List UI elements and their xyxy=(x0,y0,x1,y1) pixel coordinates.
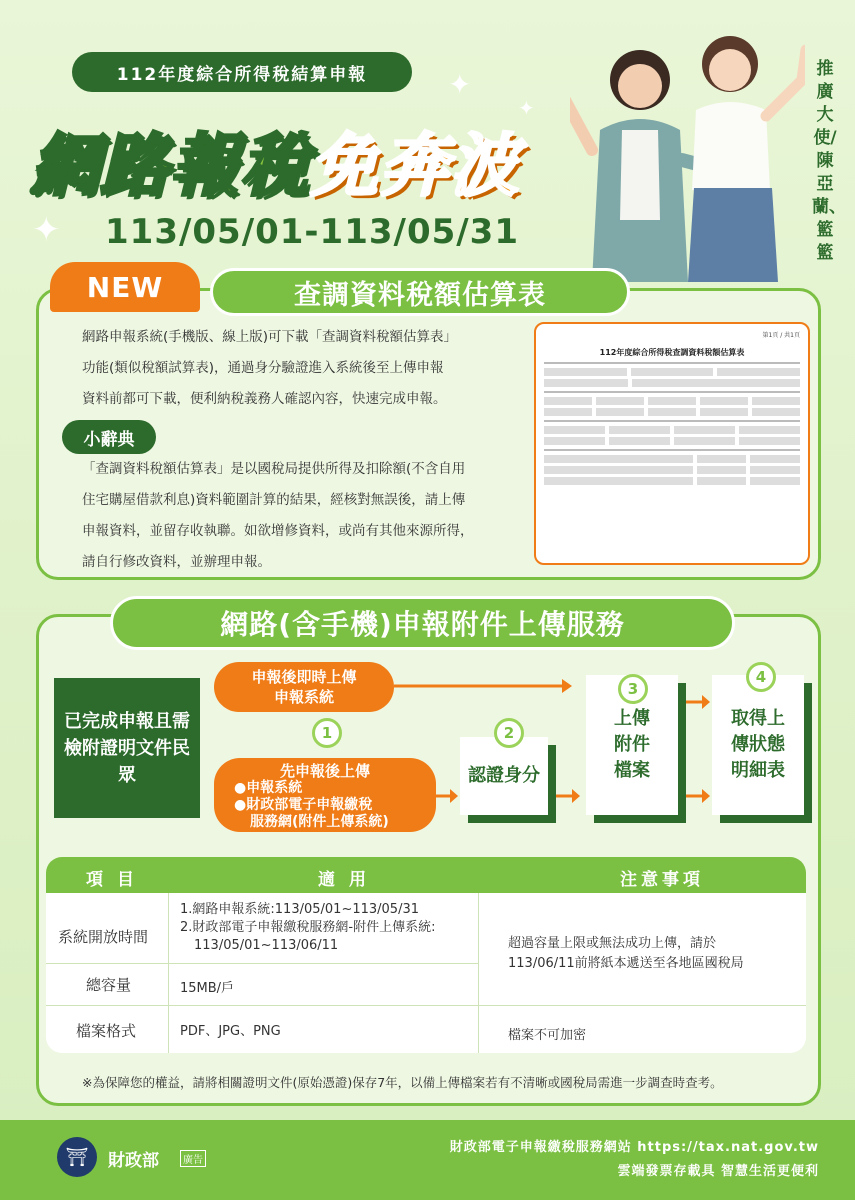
divider xyxy=(46,1005,806,1006)
path-immediate xyxy=(214,662,394,712)
divider xyxy=(46,963,478,964)
arrow-icon xyxy=(394,676,574,696)
step-4-number: 4 xyxy=(746,662,776,692)
arrow-icon xyxy=(436,786,460,806)
upload-title: 網路(含手機)申報附件上傳服務 xyxy=(110,596,735,650)
estimate-form-thumbnail xyxy=(534,322,810,565)
dict-line: 「查調資料稅額估算表」是以國稅局提供所得及扣除額(不含自用 xyxy=(82,461,466,477)
sparkle-icon: ✦ xyxy=(32,210,61,250)
table-row-label: 系統開放時間 xyxy=(58,928,149,946)
intro-line: 功能(類似稅額試算表)，通過身分驗證進入系統後至上傳申報 xyxy=(82,360,444,376)
table-row-apply: 15MB/戶 xyxy=(180,981,235,996)
form-title: 112年度綜合所得稅查調資料稅額估算表 xyxy=(599,348,745,357)
path-later-title: 先申報後上傳 xyxy=(279,762,370,780)
step-status: 取得上傳狀態明細表 xyxy=(712,675,804,815)
path-later-item: 服務網(附件上傳系統) xyxy=(250,814,389,830)
dictionary-text xyxy=(82,454,527,578)
apply-line: 2.財政部電子申報繳稅服務網-附件上傳系統: xyxy=(180,920,436,935)
audience-box: 已完成申報且需檢附證明文件民眾 xyxy=(54,678,200,818)
note-main xyxy=(508,934,744,974)
headline-orange: 免奔波 xyxy=(310,127,521,206)
note-line: 113/06/11前將紙本遞送至各地區國稅局 xyxy=(508,956,744,971)
divider xyxy=(478,893,479,1053)
arrow-icon xyxy=(556,786,582,806)
step-3-number: 3 xyxy=(618,674,648,704)
intro-text xyxy=(82,322,522,415)
path-later xyxy=(214,758,436,832)
note-line: 超過容量上限或無法成功上傳，請於 xyxy=(508,936,717,951)
table-row-label: 總容量 xyxy=(86,976,132,994)
ambassadors-photo xyxy=(570,20,805,282)
new-badge: NEW xyxy=(50,262,200,312)
ministry-name: 財政部 xyxy=(108,1151,159,1171)
table-row-label: 檔案格式 xyxy=(76,1022,137,1040)
path-later-item: ●財政部電子申報繳稅 xyxy=(234,797,373,813)
intro-line: 網路申報系統(手機版、線上版)可下載「查調資料稅額估算表」 xyxy=(82,329,458,345)
ambassador-label: 推廣大使/陳亞蘭、籃籃 xyxy=(812,59,846,263)
path-immediate-title: 申報後即時上傳 xyxy=(251,668,357,686)
header-item: 項目 xyxy=(86,870,148,890)
table-header xyxy=(46,857,806,893)
estimate-title: 查調資料稅額估算表 xyxy=(210,268,630,316)
step-1-number: 1 xyxy=(312,718,342,748)
year-title: 112年度綜合所得稅結算申報 xyxy=(72,52,412,92)
dictionary-badge: 小辭典 xyxy=(62,420,156,454)
headline-green: 網路報稅 xyxy=(30,127,311,206)
header-notes: 注意事項 xyxy=(620,870,704,890)
table-row-apply: PDF、JPG、PNG xyxy=(180,1024,281,1039)
step-authenticate: 認證身分 xyxy=(460,737,548,815)
ministry-logo-icon: ⛩ xyxy=(57,1137,97,1177)
ad-tag: 廣告 xyxy=(180,1150,206,1167)
footnote: ※為保障您的權益，請將相關證明文件(原始憑證)保存7年，以備上傳檔案若有不清晰或國稅局需進一步調查時查考。 xyxy=(82,1075,723,1090)
headline xyxy=(30,112,520,209)
footer-slogan: 雲端發票存載具 智慧生活更便利 xyxy=(617,1164,819,1179)
dict-line: 申報資料，並留存收執聯。如欲增修資料，或尚有其他來源所得， xyxy=(82,523,474,539)
note-format: 檔案不可加密 xyxy=(508,1028,587,1043)
apply-line: 113/05/01~113/06/11 xyxy=(194,938,339,953)
header-apply: 適用 xyxy=(318,870,380,890)
arrow-icon xyxy=(686,690,712,810)
sparkle-icon: ✦ xyxy=(448,68,472,101)
table-row-apply xyxy=(180,901,435,955)
path-later-item: ●申報系統 xyxy=(234,780,303,796)
step-2-number: 2 xyxy=(494,718,524,748)
divider xyxy=(168,893,169,1053)
path-immediate-sub: 申報系統 xyxy=(273,688,334,706)
apply-line: 1.網路申報系統:113/05/01~113/05/31 xyxy=(180,902,419,917)
dict-line: 請自行修改資料，並辦理申報。 xyxy=(82,554,271,570)
dict-line: 住宅購屋借款利息)資料範圍計算的結果，經核對無誤後，請上傳 xyxy=(82,492,466,508)
footer-site[interactable]: 財政部電子申報繳稅服務網站 https://tax.nat.gov.tw xyxy=(449,1140,819,1155)
step-upload: 上傳附件檔案 xyxy=(586,675,678,815)
form-page: 第1頁 / 共1頁 xyxy=(762,332,800,339)
sparkle-icon: ✦ xyxy=(518,96,535,120)
intro-line: 資料前都可下載，便利納稅義務人確認內容，快速完成申報。 xyxy=(82,391,447,407)
filing-period: 113/05/01-113/05/31 xyxy=(105,212,519,252)
